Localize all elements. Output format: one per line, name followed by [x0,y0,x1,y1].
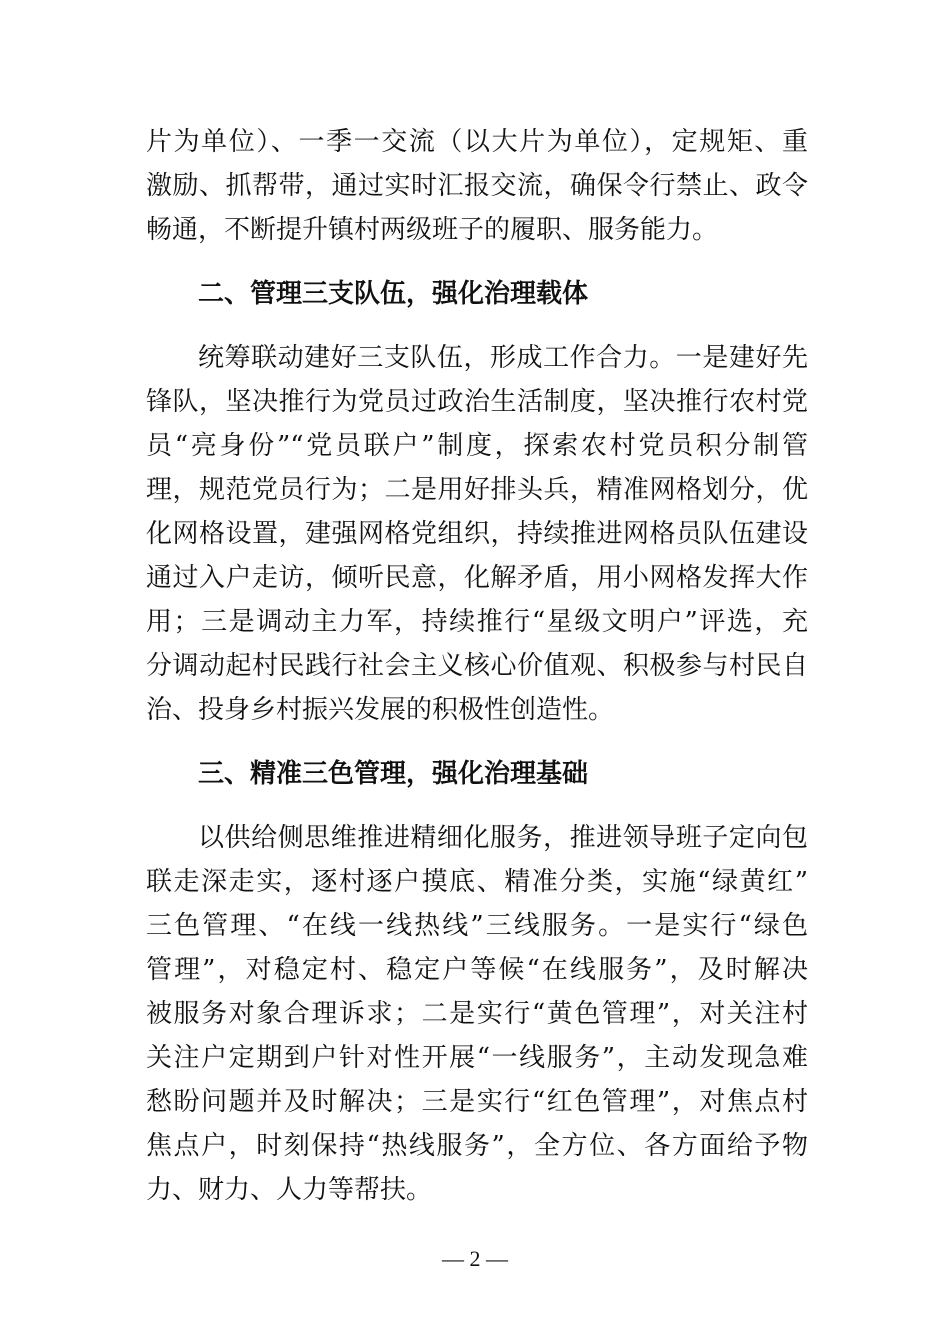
text-line: 激励、抓帮带，通过实时汇报交流，确保令行禁止、政令 [146,171,808,201]
text-line: 用；三是调动主力军，持续推行“星级文明户”评选，充 [146,607,808,637]
text-line: 化网格设置，建强网格党组织，持续推进网格员队伍建设 [146,519,808,549]
text-line: 三色管理、“在线一线热线”三线服务。一是实行“绿色 [146,911,808,941]
text-line: 员“亮身份”“党员联户”制度，探索农村党员积分制管 [146,431,808,461]
text-line: 力、财力、人力等帮扶。 [146,1175,433,1205]
section-heading-2: 二、管理三支队伍，强化治理载体 [198,279,589,309]
text-line: 畅通，不断提升镇村两级班子的履职、服务能力。 [146,215,719,245]
text-line: 统筹联动建好三支队伍，形成工作合力。一是建好先 [198,343,808,373]
text-line: 锋队，坚决推行为党员过政治生活制度，坚决推行农村党 [146,387,808,417]
text-line: 关注户定期到户针对性开展“一线服务”，主动发现急难 [146,1043,808,1073]
text-line: 焦点户，时刻保持“热线服务”，全方位、各方面给予物 [146,1131,808,1161]
text-line: 片为单位）、一季一交流（以大片为单位），定规矩、重 [146,127,808,157]
text-line: 被服务对象合理诉求；二是实行“黄色管理”，对关注村 [146,999,808,1029]
text-line: 联走深走实，逐村逐户摸底、精准分类，实施“绿黄红” [146,867,808,897]
text-line: 愁盼问题并及时解决；三是实行“红色管理”，对焦点村 [146,1087,808,1117]
text-line: 理，规范党员行为；二是用好排头兵，精准网格划分，优 [146,475,808,505]
text-line: 分调动起村民践行社会主义核心价值观、积极参与村民自 [146,651,808,681]
page-number: — 2 — [442,1246,508,1271]
text-line: 管理”，对稳定村、稳定户等候“在线服务”，及时解决 [146,955,808,985]
section-heading-3: 三、精准三色管理，强化治理基础 [198,759,589,789]
text-line: 治、投身乡村振兴发展的积极性创造性。 [146,695,615,725]
text-line: 通过入户走访，倾听民意，化解矛盾，用小网格发挥大作 [146,563,808,593]
text-line: 以供给侧思维推进精细化服务，推进领导班子定向包 [198,823,808,853]
